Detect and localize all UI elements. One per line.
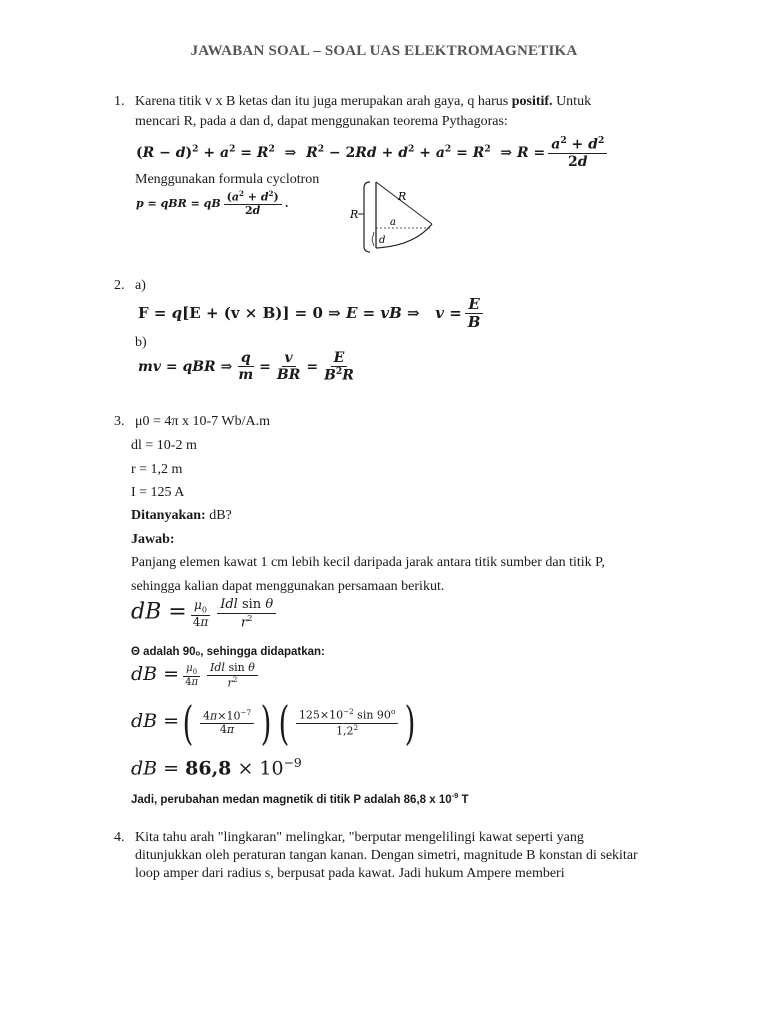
q1-pythagoras-equation: $(R - d)^2 + a^2 = R^2$ ⇒ $R^2 - 2Rd + d^2 + a^2 = R^2$ ⇒ R = $\frac{a^2 + d^2}{2d}$ — [136, 136, 610, 170]
q1-line1 — [135, 92, 695, 112]
q1-geometry-diagram — [350, 176, 440, 256]
q1-line2: mencari R, pada a dan d, dapat menggunakan teorema Pythagoras: — [135, 114, 508, 129]
q3-conclusion-post: T — [458, 793, 469, 806]
q3-conclusion-pre: Jadi, perubahan medan magnetik di titik P adalah 86,8 x 10 — [131, 793, 452, 806]
q3-mu0: μ0 = 4π x 10-7 Wb/A.m — [135, 414, 270, 429]
q3-result-value: 86,8 — [185, 757, 232, 780]
q2a-equation: F = q[E + (v × B)] = 0 ⇒ E = vB ⇒ v = $\frac{E}{B}$ — [138, 296, 486, 332]
q1-number: 1. — [114, 94, 125, 109]
q4-number: 4. — [114, 830, 125, 845]
q2-part-a: a) — [135, 278, 146, 293]
q3-equation-repeat: dB = $\frac{\mu_0}{4\pi}$ $\frac{\text{Idl sin θ}}{r^2}$ — [131, 662, 261, 690]
q3-I: I = 125 A — [131, 485, 185, 500]
page-title: JAWABAN SOAL – SOAL UAS ELEKTROMAGNETIKA — [190, 43, 578, 59]
q3-theta-note: Θ adalah 90ₒ, sehingga didapatkan: — [131, 646, 325, 658]
q3-asked-label: Ditanyakan: — [131, 508, 206, 523]
q3-biot-savart-equation: dB = $\frac{\mu_0}{4\pi}$ $\frac{\text{Idl sin θ}}{r^2}$ — [131, 598, 279, 631]
q1-line1-post: Untuk — [552, 94, 592, 109]
q4-line2: ditunjukkan oleh peraturan tangan kanan. Dengan simetri, magnitude B konstan di sekitar — [135, 848, 638, 863]
q3-substitution-equation: dB =( $\frac{4\pi\times 10^{-7}}{4\pi}$ ) ( $\frac{125\times 10^{-2} \sin 90^o}{1,2^2}$ ) — [131, 696, 416, 750]
q4-line1: Kita tahu arah "lingkaran" melingkar, "berputar mengelilingi kawat seperti yang — [135, 830, 584, 845]
q1-line1-pre: Karena titik v x B ketas dan itu juga merupakan arah gaya, q harus — [135, 94, 512, 109]
q3-asked — [131, 506, 232, 526]
q3-result-equation: dB = $86,8 \times 10^{-9}$ — [131, 756, 302, 780]
q2-part-b: b) — [135, 335, 147, 350]
q1-line1-bold: positif. — [511, 94, 553, 109]
q3-number: 3. — [114, 414, 125, 429]
q2-number: 2. — [114, 278, 125, 293]
q2b-equation: mv = qBR ⇒ $\frac{q}{m}$ = $\frac{v}{BR}$ = $\frac{E}{B^2R}$ — [138, 350, 354, 384]
diagram-label-R-side: R — [350, 208, 359, 221]
q1-cyclotron-equation: p = qBR = qB $\frac{(a^2 + d^2)}{2d}$ . — [136, 189, 289, 218]
diagram-label-a: a — [390, 217, 396, 228]
q3-answer-label: Jawab: — [131, 532, 175, 547]
diagram-label-d: d — [379, 235, 386, 246]
q3-r: r = 1,2 m — [131, 462, 183, 477]
q3-dl: dl = 10-2 m — [131, 438, 197, 453]
q3-conclusion-exp: -9 — [451, 791, 459, 800]
diagram-label-R-diag: R — [398, 190, 407, 203]
q4-line3: loop amper dari radius s, berpusat pada kawat. Jadi hukum Ampere memberi — [135, 866, 565, 881]
q3-conclusion — [131, 786, 469, 810]
q3-asked-value: dB? — [205, 508, 232, 523]
q3-para1: Panjang elemen kawat 1 cm lebih kecil daripada jarak antara titik sumber dan titik P, — [131, 555, 605, 570]
diagram-slant-radius — [376, 182, 432, 224]
q3-para2: sehingga kalian dapat menggunakan persamaan berikut. — [131, 579, 445, 594]
diagram-bracket — [364, 182, 370, 252]
q1-cyclotron-text: Menggunakan formula cyclotron — [135, 172, 320, 187]
